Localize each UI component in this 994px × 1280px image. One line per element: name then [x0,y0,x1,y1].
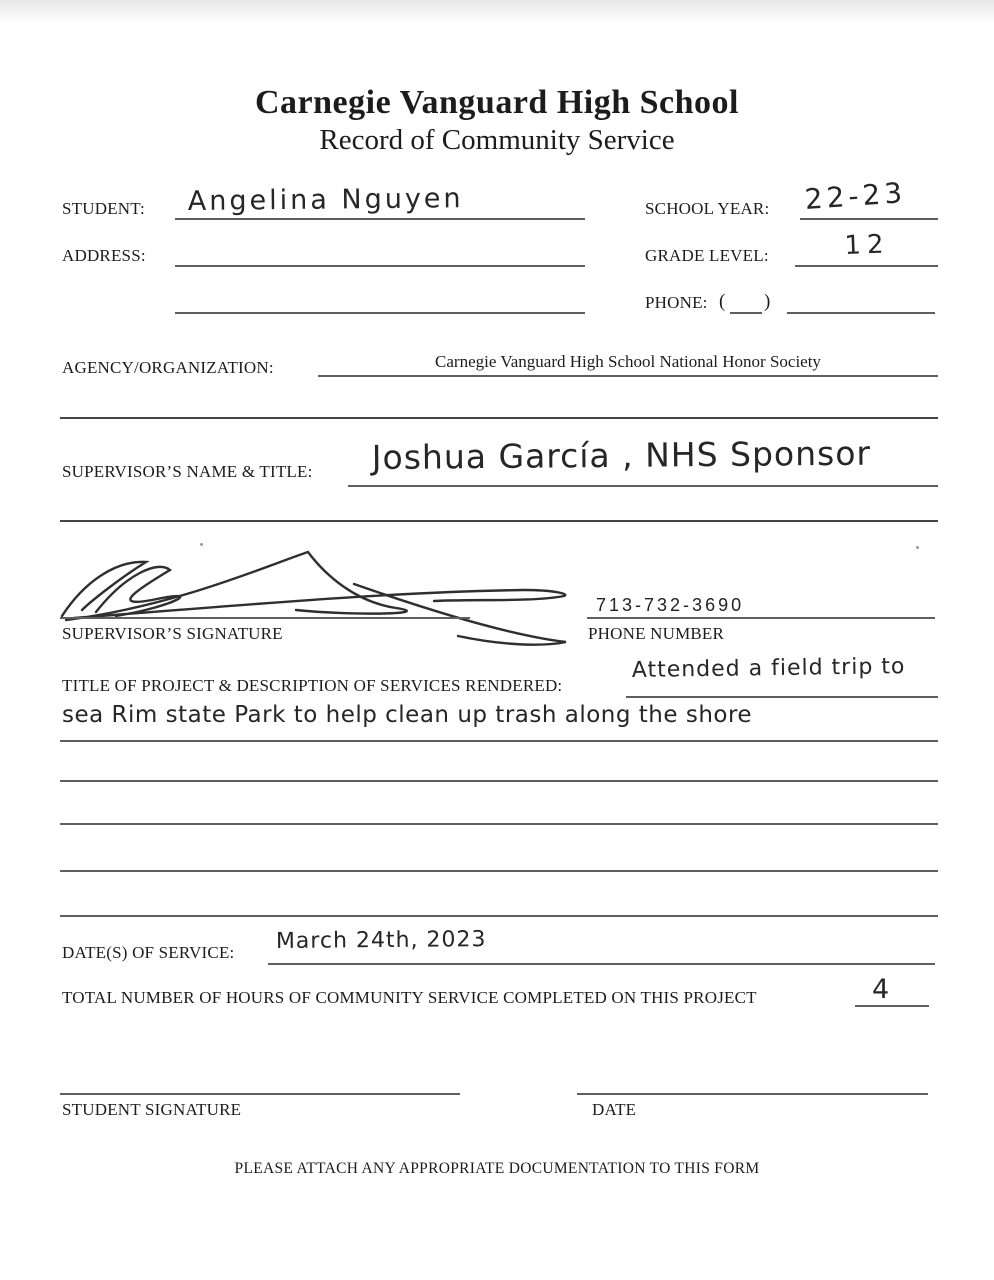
student-line [175,218,585,220]
agency-line [318,375,938,377]
grade-level-line [795,265,938,267]
total-hours-label: TOTAL NUMBER OF HOURS OF COMMUNITY SERVICE COMPLETED ON THIS PROJECT [62,988,757,1007]
student-signature-line [60,1093,460,1095]
student-name-handwritten: Angelina Nguyen [187,183,464,217]
supervisor-phone-label: PHONE NUMBER [588,624,725,643]
phone-line [787,312,935,314]
blank-line-4 [60,915,938,917]
grade-level-handwritten: 12 [843,229,891,261]
separator-line-2 [60,520,938,522]
phone-label: PHONE: [645,293,708,312]
separator-line-1 [60,417,938,419]
student-label: STUDENT: [62,199,145,218]
school-name-heading: Carnegie Vanguard High School [255,84,739,121]
project-description-line-2 [60,740,938,742]
project-description-handwritten-1: Attended a field trip to [631,654,906,683]
school-year-handwritten: 22-23 [803,176,908,216]
scan-edge-shadow [0,0,994,24]
school-year-line [800,218,938,220]
date-label: DATE [592,1100,637,1119]
supervisor-phone-line [587,617,935,619]
project-description-handwritten-2: sea Rim state Park to help clean up trash along the shore [62,702,753,728]
school-year-label: SCHOOL YEAR: [645,199,770,218]
dates-of-service-label: DATE(S) OF SERVICE: [62,943,235,962]
grade-level-label: GRADE LEVEL: [645,246,769,265]
total-hours-handwritten: 4 [872,974,890,1005]
supervisor-name-title-line [348,485,938,487]
agency-value: Carnegie Vanguard High School National Honor Society [435,352,821,371]
dates-of-service-line [268,963,935,965]
supervisor-phone-value: 713-732-3690 [596,595,745,615]
address-line-1 [175,265,585,267]
supervisor-name-title-label: SUPERVISOR’S NAME & TITLE: [62,462,313,481]
address-label: ADDRESS: [62,246,146,265]
student-signature-label: STUDENT SIGNATURE [62,1100,242,1119]
phone-paren-close: ) [764,291,771,312]
scan-speck [916,546,919,549]
blank-line-2 [60,823,938,825]
phone-paren-open: ( [719,291,726,312]
phone-area-code-line [730,312,762,314]
blank-line-3 [60,870,938,872]
project-description-line-1 [626,696,938,698]
footer-note: PLEASE ATTACH ANY APPROPRIATE DOCUMENTATION TO THIS FORM [234,1160,760,1177]
date-line [577,1093,928,1095]
form-title-heading: Record of Community Service [319,124,675,156]
agency-label: AGENCY/ORGANIZATION: [62,358,274,377]
scan-speck [200,543,203,546]
project-description-label: TITLE OF PROJECT & DESCRIPTION OF SERVICES RENDERED: [62,676,563,695]
supervisor-name-title-handwritten: Joshua García , NHS Sponsor [371,433,872,477]
address-line-2 [175,312,585,314]
total-hours-line [855,1005,929,1007]
supervisor-signature-label: SUPERVISOR’S SIGNATURE [62,624,283,643]
supervisor-signature-line [60,617,470,619]
blank-line-1 [60,780,938,782]
dates-of-service-handwritten: March 24th, 2023 [275,927,487,954]
